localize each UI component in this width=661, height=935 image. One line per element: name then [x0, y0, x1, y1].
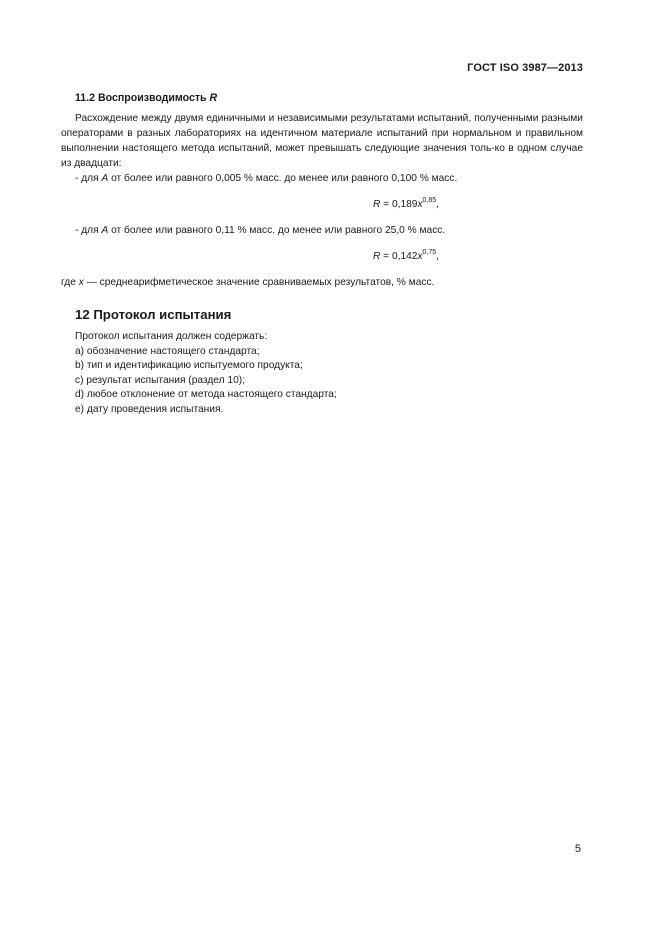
protocol-item-a: a) обозначение настоящего стандарта; — [75, 345, 260, 357]
reproducibility-paragraph: Расхождение между двумя единичными и независимыми результатами испытаний, полученными разными операторами в разных лабораториях на идентичном материале испытаний при нормальном и правильном выполнении настоящего метода испытаний, может превышать следующие значения толь-ко в одном случае из двадцати: — [61, 113, 583, 169]
page-number: 5 — [574, 843, 581, 855]
protocol-item-c: c) результат испытания (раздел 10); — [75, 374, 245, 386]
protocol-item-e: e) дату проведения испытания. — [75, 403, 224, 415]
section-12-heading: 12 Протокол испытания — [75, 307, 232, 322]
protocol-item-d: d) любое отклонение от метода настоящего стандарта; — [75, 389, 337, 400]
formula-1: $R = 0,189x^{0,85}$, — [372, 197, 440, 210]
case-1-text: - для A от более или равного 0,005 % масс. до менее или равного 0,100 % масс. — [75, 173, 458, 184]
protocol-item-b: b) тип и идентификацию испытуемого продукта; — [75, 360, 303, 371]
subsection-heading: 11.2 Воспроизводимость R — [75, 92, 218, 104]
case-2-text: - для A от более или равного 0,11 % масс. до менее или равного 25,0 % масс. — [75, 225, 446, 236]
where-definition: где x — среднеарифметическое значение сравниваемых результатов, % масс. — [61, 277, 435, 288]
document-code: ГОСТ ISO 3987—2013 — [467, 62, 583, 74]
section-11-2 — [61, 92, 583, 417]
formula-2: $R = 0,142x^{0,75}$, — [372, 249, 440, 262]
protocol-intro: Протокол испытания должен содержать: — [75, 331, 268, 342]
